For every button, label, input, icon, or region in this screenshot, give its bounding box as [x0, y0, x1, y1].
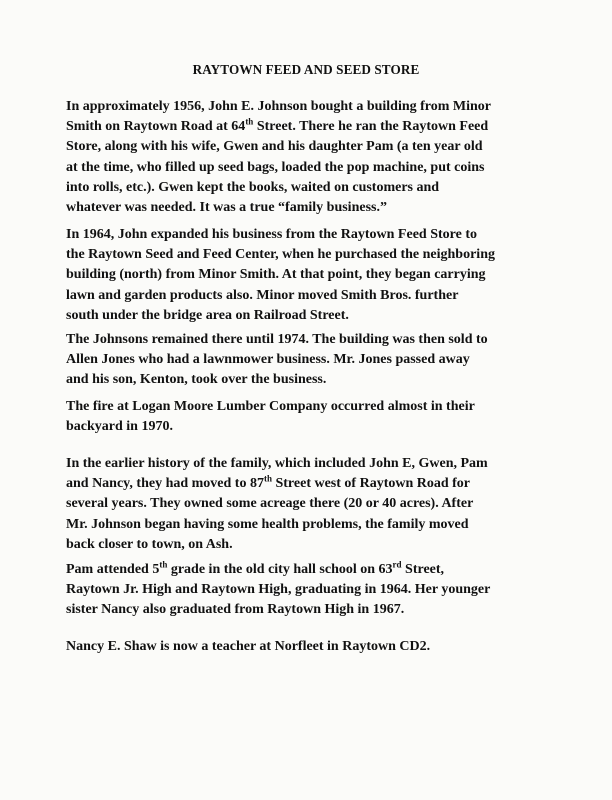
text-line — [66, 515, 566, 535]
paragraph — [66, 397, 566, 437]
text-line — [66, 370, 566, 390]
text-segment: building (north) from Minor Smith. At that point, they began carrying — [66, 267, 486, 283]
text-line — [66, 178, 566, 198]
text-line — [66, 158, 566, 178]
text-line — [66, 245, 566, 265]
text-segment: lawn and garden products also. Minor moved Smith Bros. further — [66, 287, 459, 303]
text-line — [66, 330, 566, 350]
text-line — [66, 397, 566, 417]
text-segment: Mr. Johnson began having some health problems, the family moved — [66, 516, 469, 532]
paragraph — [66, 330, 566, 391]
paragraph — [66, 637, 566, 657]
text-segment: Allen Jones who had a lawnmower business. Mr. Jones passed away — [66, 352, 470, 368]
text-segment: In 1964, John expanded his business from the Raytown Feed Store to — [66, 227, 477, 242]
text-line — [66, 225, 566, 245]
ordinal-suffix: th — [263, 473, 272, 484]
text-segment: Street, — [401, 562, 445, 577]
text-segment: The Johnsons remained there until 1974. The building was then sold to — [66, 332, 488, 347]
text-segment: In the earlier history of the family, which included John E, Gwen, Pam — [66, 456, 488, 471]
text-line — [66, 417, 566, 437]
text-segment: The fire at Logan Moore Lumber Company occurred almost in their — [66, 399, 475, 414]
text-segment: and Nancy, they had moved to 87 — [66, 476, 264, 492]
text-line — [66, 306, 566, 326]
text-line — [66, 117, 566, 137]
text-segment: Street. There he ran the Raytown Feed — [253, 119, 489, 135]
text-line — [66, 535, 566, 555]
text-line — [66, 265, 566, 285]
text-segment: backyard in 1970. — [66, 419, 173, 435]
text-line — [66, 454, 566, 474]
text-segment: into rolls, etc.). Gwen kept the books, waited on customers and — [66, 179, 440, 195]
text-line — [66, 97, 566, 117]
ordinal-suffix: rd — [392, 559, 402, 570]
text-line — [66, 600, 566, 620]
text-segment: Smith on Raytown Road at 64 — [66, 119, 246, 135]
text-segment: Raytown Jr. High and Raytown High, graduating in 1964. Her younger — [66, 582, 491, 598]
text-segment: Street west of Raytown Road for — [271, 476, 471, 492]
text-segment: Store, along with his wife, Gwen and his daughter Pam (a ten year old — [66, 139, 483, 155]
text-line — [66, 198, 566, 218]
text-line — [66, 350, 566, 370]
text-line — [66, 137, 566, 157]
text-line — [66, 637, 566, 657]
text-line — [66, 494, 566, 514]
text-segment: Nancy E. Shaw is now a teacher at Norfleet in Raytown CD2. — [66, 639, 431, 654]
text-segment: Pam attended 5 — [66, 562, 160, 577]
text-line — [66, 474, 566, 494]
text-line — [66, 286, 566, 306]
text-segment: sister Nancy also graduated from Raytown High in 1967. — [66, 602, 405, 618]
paragraph — [66, 560, 566, 621]
text-segment: back closer to town, on Ash. — [66, 536, 233, 552]
text-segment: the Raytown Seed and Feed Center, when he purchased the neighboring — [66, 247, 495, 263]
text-line — [66, 560, 566, 580]
text-segment: south under the bridge area on Railroad Street. — [66, 307, 349, 323]
paragraph — [66, 225, 566, 326]
text-segment: whatever was needed. It was a true “family business.” — [66, 200, 387, 216]
paragraph — [66, 454, 566, 555]
text-line — [66, 580, 566, 600]
text-segment: and his son, Kenton, took over the business. — [66, 372, 327, 388]
ordinal-suffix: th — [159, 559, 168, 570]
text-segment: several years. They owned some acreage there (20 or 40 acres). After — [66, 496, 474, 512]
ordinal-suffix: th — [245, 116, 254, 127]
text-segment: at the time, who filled up seed bags, loaded the pop machine, put coins — [66, 159, 485, 175]
document-title: RAYTOWN FEED AND SEED STORE — [192, 62, 420, 77]
text-segment: In approximately 1956, John E. Johnson bought a building from Minor — [66, 99, 492, 114]
paragraph — [66, 97, 566, 218]
text-segment: grade in the old city hall school on 63 — [167, 562, 393, 577]
